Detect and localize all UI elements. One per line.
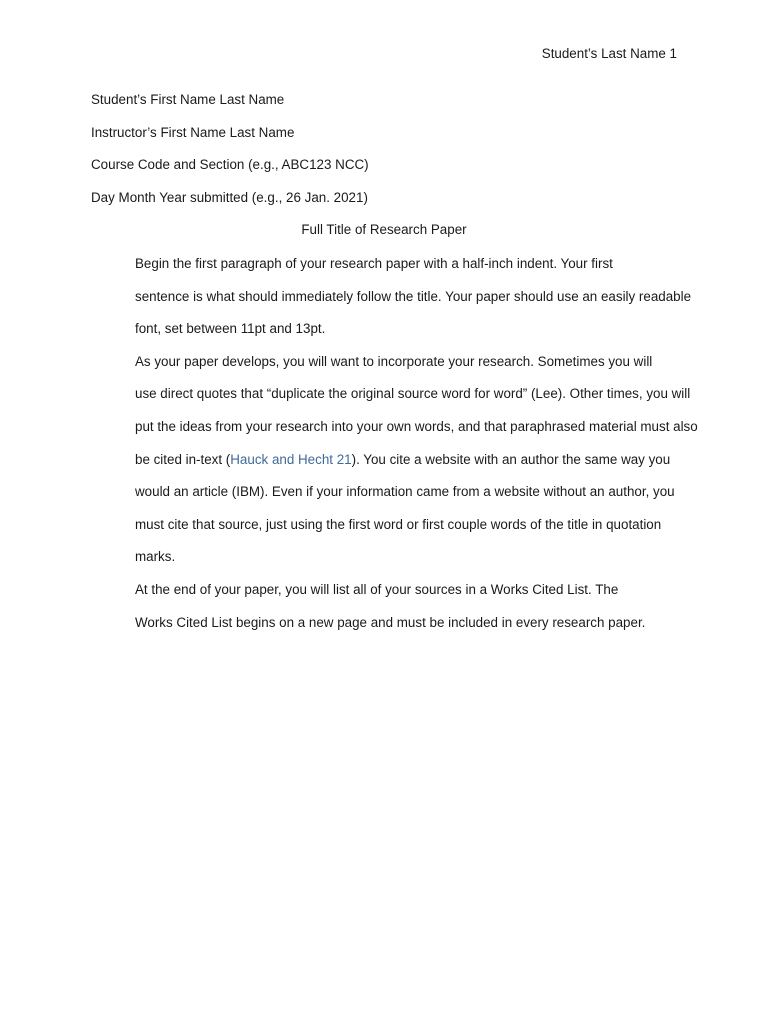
paper-body: [91, 248, 698, 639]
paragraph-1: [91, 248, 692, 346]
mla-heading: [91, 84, 677, 247]
submission-date: Day Month Year submitted (e.g., 26 Jan. 2021): [91, 189, 368, 205]
paragraph-line: Begin the first paragraph of your research paper with a half-inch indent. Your first: [135, 256, 613, 271]
citation-suffix: ). You cite a website with an author the same way you: [351, 451, 671, 467]
paragraph-line: font, set between 11pt and 13pt.: [135, 321, 326, 337]
paragraph-3: [91, 574, 677, 639]
student-name: Student’s First Name Last Name: [91, 92, 285, 107]
paragraph-line: [91, 444, 677, 477]
running-head: Student’s Last Name 1: [541, 46, 677, 61]
paragraph-2: [91, 346, 698, 574]
paragraph-line: use direct quotes that “duplicate the original source word for word” (Lee). Other times, you will: [135, 386, 691, 402]
paragraph-line: put the ideas from your research into your own words, and that paraphrased material must also: [135, 418, 698, 434]
course-code: Course Code and Section (e.g., ABC123 NCC): [91, 157, 369, 173]
instructor-name: Instructor’s First Name Last Name: [91, 124, 295, 140]
citation-prefix: be cited in-text (: [135, 451, 231, 467]
paragraph-line: sentence is what should immediately follow the title. Your paper should use an easily readable: [135, 288, 692, 304]
citation-link[interactable]: Hauck and Hecht 21: [230, 451, 352, 467]
paragraph-line: marks.: [135, 549, 176, 565]
paragraph-line: As your paper develops, you will want to incorporate your research. Sometimes you will: [135, 353, 653, 369]
paragraph-line: Works Cited List begins on a new page and must be included in every research paper.: [135, 614, 646, 630]
paragraph-line: must cite that source, just using the first word or first couple words of the title in quotation: [135, 516, 662, 532]
paragraph-line: At the end of your paper, you will list all of your sources in a Works Cited List. The: [135, 581, 619, 597]
paragraph-line: would an article (IBM). Even if your information came from a website without an author, you: [135, 484, 675, 500]
paper-title: Full Title of Research Paper: [301, 222, 467, 238]
